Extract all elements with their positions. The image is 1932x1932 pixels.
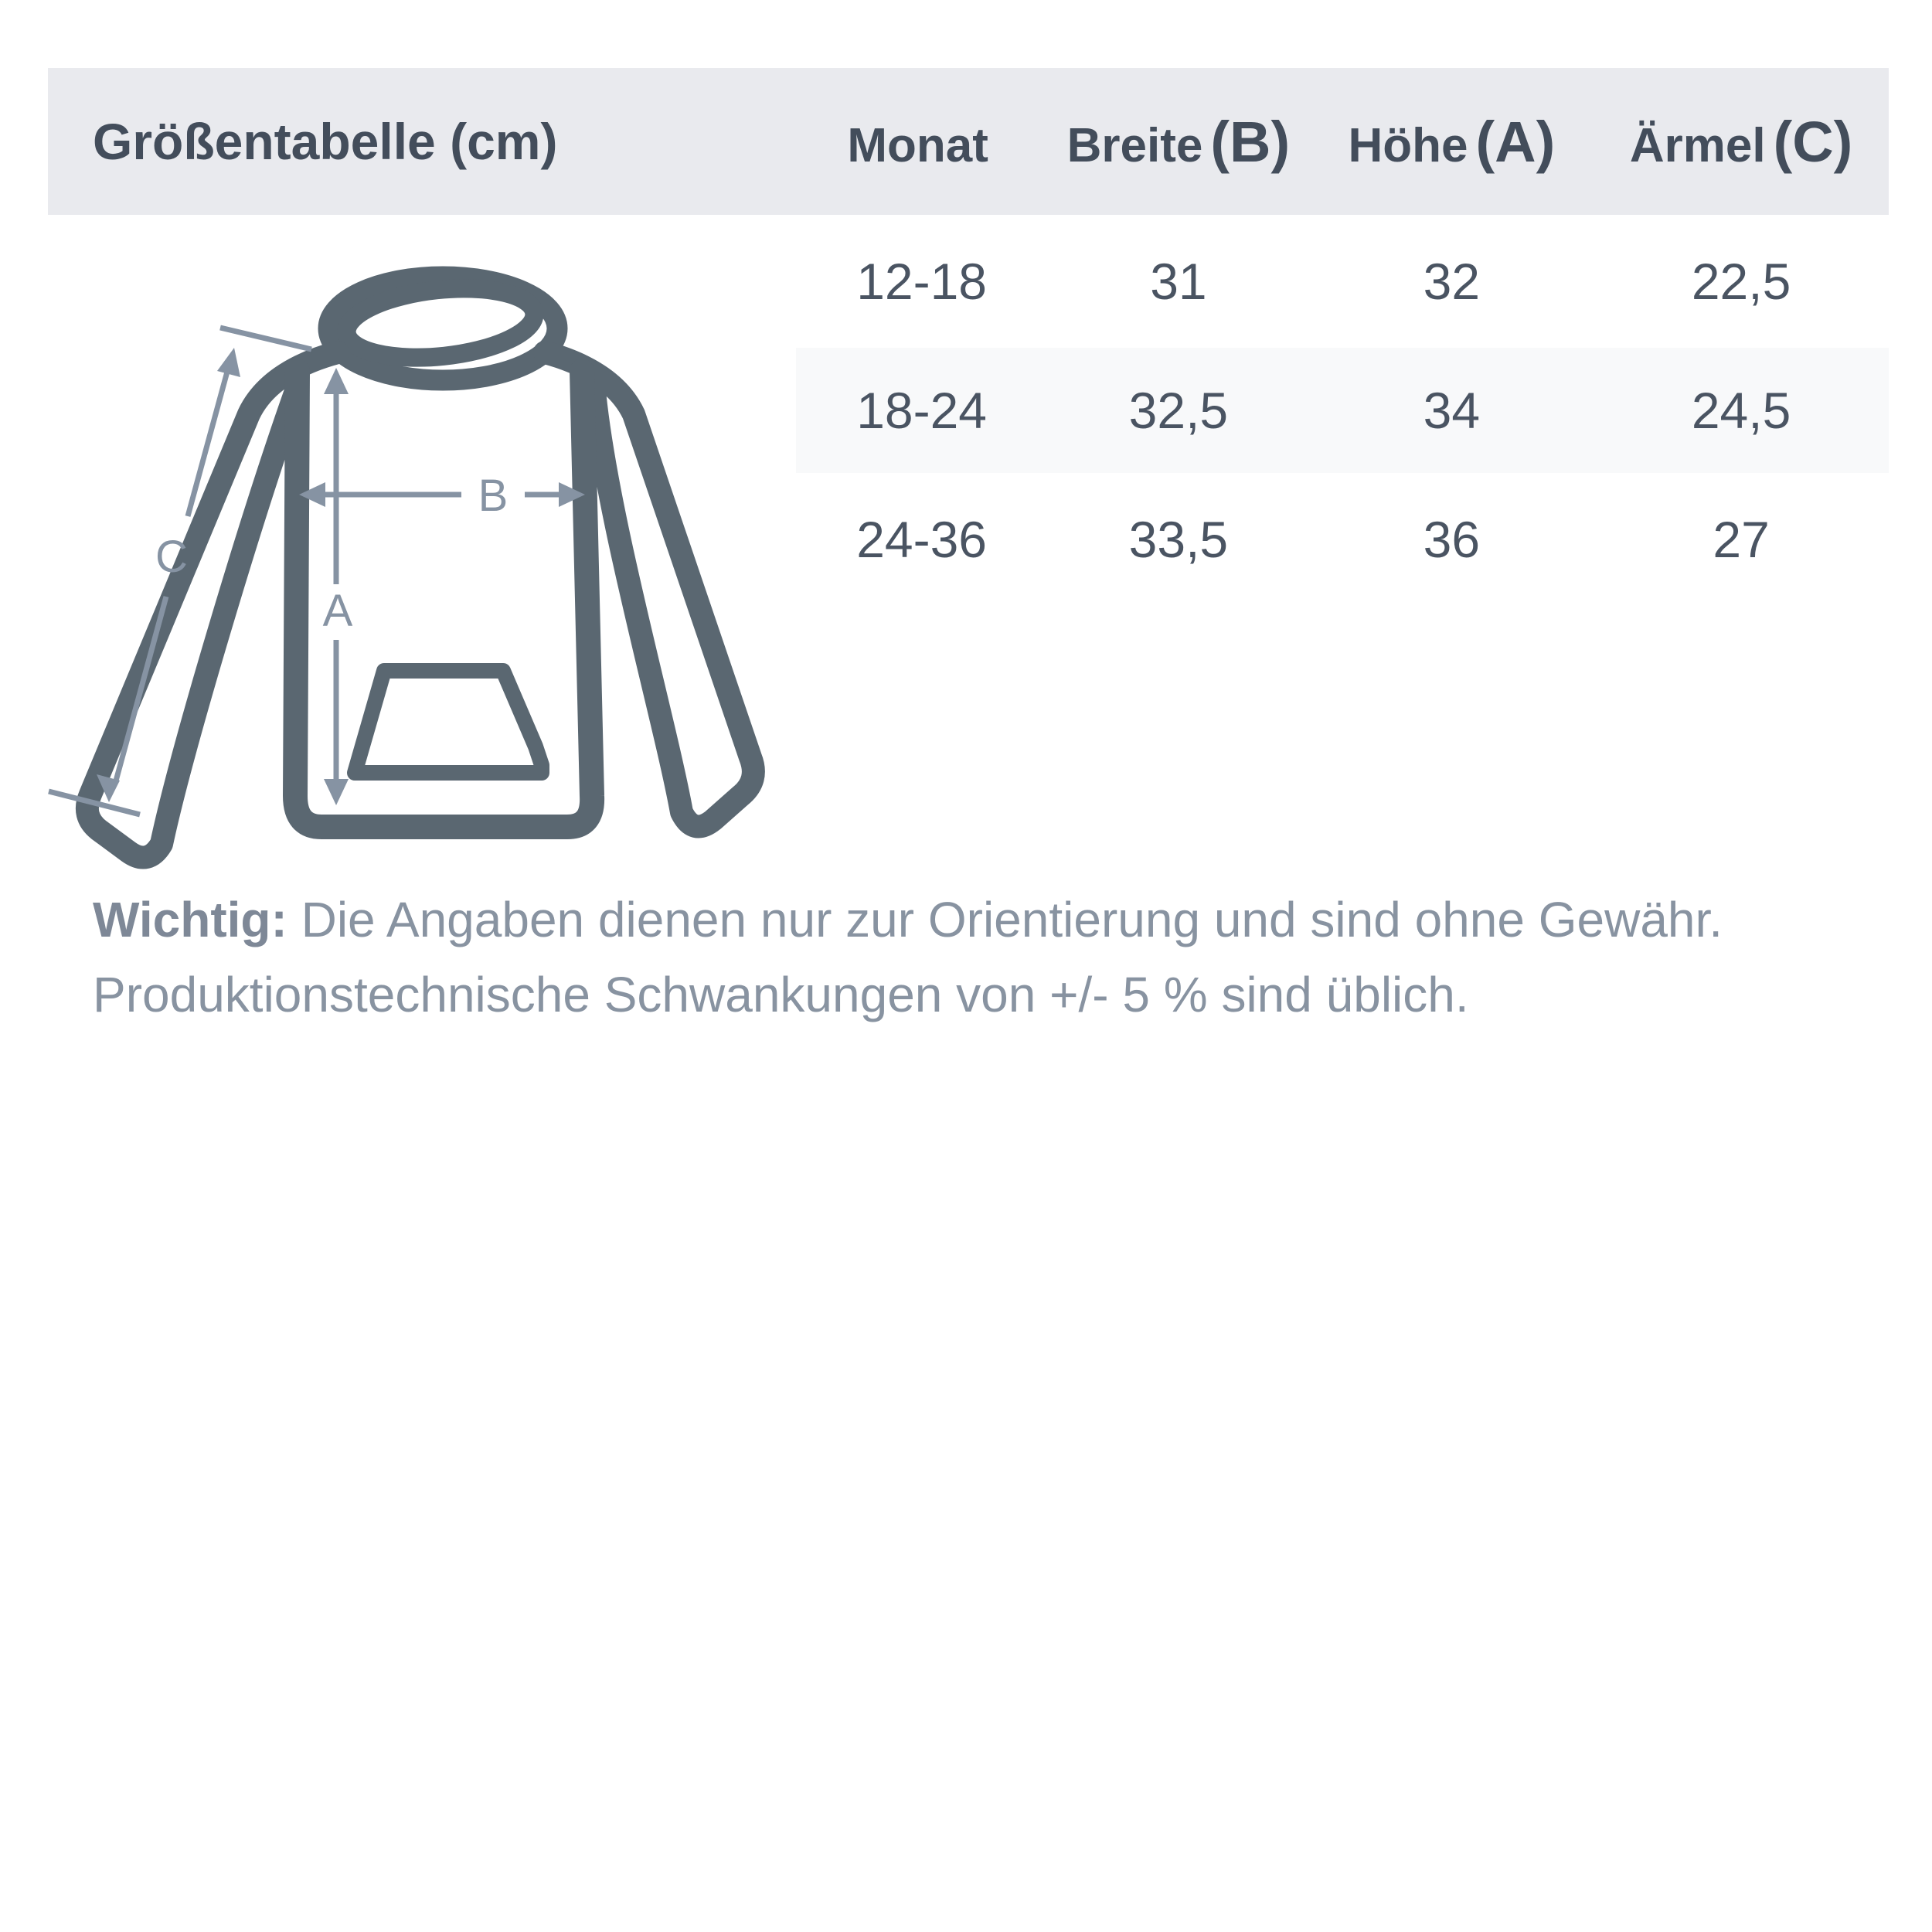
table-header-row xyxy=(796,68,1889,215)
disclaimer-line-2: Produktionstechnische Schwankungen von +/- 5 % sind üblich. xyxy=(93,967,1469,1022)
cell-breite: 32,5 xyxy=(1128,382,1229,439)
cell-hoehe: 32 xyxy=(1423,253,1481,310)
kangaroo-pocket xyxy=(355,671,542,773)
cell-hoehe: 34 xyxy=(1423,382,1481,439)
column-header-hoehe: Höhe (A) xyxy=(1348,109,1556,174)
disclaimer-note xyxy=(93,883,1855,1032)
disclaimer-line-1: Wichtig: Die Angaben dienen nur zur Orientierung und sind ohne Gewähr. xyxy=(93,892,1723,947)
dimension-label-a: A xyxy=(322,586,353,636)
cell-monat: 12-18 xyxy=(856,253,988,310)
dimension-label-c: C xyxy=(155,532,188,582)
cell-breite: 31 xyxy=(1150,253,1207,310)
dimension-label-b: B xyxy=(478,471,509,521)
cell-monat: 18-24 xyxy=(856,382,988,439)
size-table-title: Größentabelle (cm) xyxy=(93,113,558,170)
dimension-c-end-tick xyxy=(220,328,311,349)
cell-aermel: 22,5 xyxy=(1691,253,1791,310)
size-table-body xyxy=(796,215,1889,606)
hoodie-measurement-diagram xyxy=(35,255,773,885)
column-header-breite: Breite (B) xyxy=(1066,109,1291,174)
cell-aermel: 27 xyxy=(1713,511,1770,568)
table-row xyxy=(796,215,1889,348)
table-row xyxy=(796,348,1889,473)
cell-hoehe: 36 xyxy=(1423,511,1481,568)
column-header-monat: Monat xyxy=(847,118,988,172)
cell-aermel: 24,5 xyxy=(1691,382,1791,439)
cell-breite: 33,5 xyxy=(1128,511,1229,568)
arrowhead-up xyxy=(324,368,349,394)
cell-monat: 24-36 xyxy=(856,511,988,568)
arrowhead-down xyxy=(324,779,349,805)
table-row xyxy=(796,473,1889,606)
disclaimer-bold-label: Wichtig: xyxy=(93,892,287,947)
column-header-aermel: Ärmel (C) xyxy=(1629,109,1853,174)
arrowhead-c-top xyxy=(217,348,240,377)
